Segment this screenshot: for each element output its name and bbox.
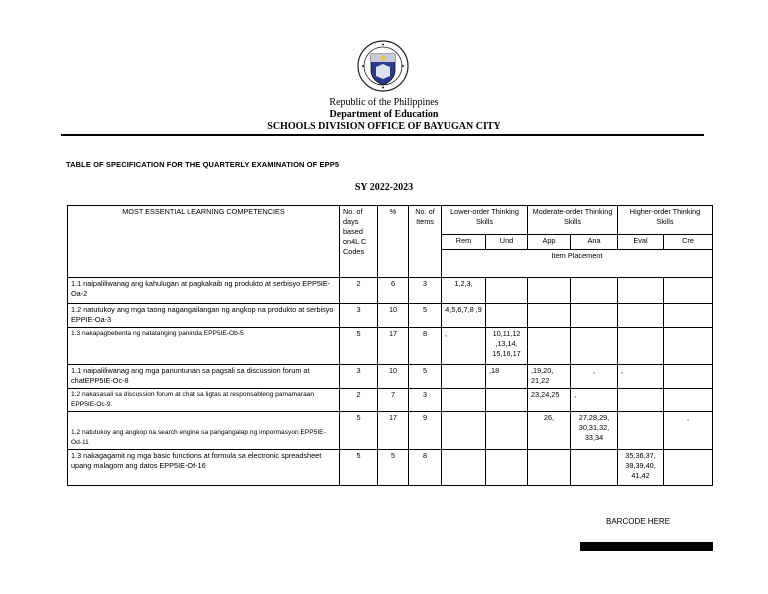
rem-cell: ,: [442, 328, 486, 365]
percent-cell: 17: [378, 328, 409, 365]
header-items: No. of Items: [409, 206, 442, 278]
cre-cell: [664, 450, 713, 486]
table-row: [68, 389, 713, 412]
percent-cell: 17: [378, 412, 409, 450]
deped-seal-logo: [357, 40, 409, 92]
cre-cell: [664, 278, 713, 304]
competency-text: 1.2 natutukoy ang angkop na search engine sa pangangalap ng impormasyon EPP5IE-Od-11: [71, 429, 326, 446]
table-row: [68, 278, 713, 304]
header-item-placement: Item Placement: [442, 250, 713, 278]
days-cell: 3: [340, 304, 378, 328]
percent-cell: 10: [378, 304, 409, 328]
percent-cell: 7: [378, 389, 409, 412]
barcode-label: BARCODE HERE: [606, 517, 671, 526]
cre-cell: ,: [664, 412, 713, 450]
und-cell: [486, 389, 528, 412]
items-cell: 5: [409, 365, 442, 389]
competency-cell: 1.3 nakagagamit ng mga basic functions at formula sa electronic spreadsheet upang malagom ang datos EPP5IE-Of-16: [68, 450, 340, 486]
rem-cell: [442, 365, 486, 389]
cre-cell: [664, 304, 713, 328]
und-cell: [486, 450, 528, 486]
header-divider: [61, 134, 704, 136]
ana-cell: ,: [571, 389, 618, 412]
competency-cell: [68, 412, 340, 450]
und-cell: [486, 304, 528, 328]
competency-cell: 1.1 naipaliliwanag ang kahulugan at pagkakaib ng produkto at serbisyo EPP5IE-Oa-2: [68, 278, 340, 304]
eval-cell: [618, 278, 664, 304]
und-cell: [486, 412, 528, 450]
rem-cell: [442, 412, 486, 450]
header-percent: %: [378, 206, 409, 278]
header-eval: Eval: [618, 235, 664, 250]
app-cell: 26,: [528, 412, 571, 450]
specification-table: [67, 205, 713, 486]
items-cell: 3: [409, 389, 442, 412]
cre-cell: [664, 389, 713, 412]
header-higher-order: Higher-order Thinking Skills: [618, 206, 713, 235]
cre-cell: [664, 328, 713, 365]
cre-cell: [664, 365, 713, 389]
table-row: [68, 304, 713, 328]
eval-cell: 35,36,37, 38,39,40, 41,42: [618, 450, 664, 486]
table-row: [68, 450, 713, 486]
barcode-bar: [580, 542, 713, 551]
header-lower-order: Lower-order Thinking Skills: [442, 206, 528, 235]
header-app: App: [528, 235, 571, 250]
app-cell: ,19,20, 21,22: [528, 365, 571, 389]
rem-cell: 4,5,6,7,8 ,9: [442, 304, 486, 328]
header-rem: Rem: [442, 235, 486, 250]
app-cell: 23,24,25: [528, 389, 571, 412]
days-cell: 5: [340, 328, 378, 365]
percent-cell: 6: [378, 278, 409, 304]
eval-cell: [618, 304, 664, 328]
ana-cell: [571, 450, 618, 486]
header-moderate-order: Moderate-order Thinking Skills: [528, 206, 618, 235]
rem-cell: 1,2,3,: [442, 278, 486, 304]
ana-cell: [571, 278, 618, 304]
und-cell: 10,11,12 ,13,14, 15,16,17: [486, 328, 528, 365]
table-row: [68, 328, 713, 365]
competency-cell: 1.2 natutukoy ang mga taong nagangailangan ng angkop na produkto at serbisyo EPPIE-Oa-3: [68, 304, 340, 328]
items-cell: 8: [409, 450, 442, 486]
ana-cell: [571, 304, 618, 328]
table-row: [68, 412, 713, 450]
department-line: Department of Education: [329, 109, 439, 120]
days-cell: 2: [340, 278, 378, 304]
competency-cell: 1.1 naipaliliwanag ang mga panuntunan sa pagsali sa discussion forum at chatEPP5IE-Oc-8: [68, 365, 340, 389]
ana-cell: [571, 328, 618, 365]
days-cell: 3: [340, 365, 378, 389]
percent-cell: 10: [378, 365, 409, 389]
header-competencies: MOST ESSENTIAL LEARNING COMPETENCIES: [68, 206, 340, 278]
und-cell: [486, 278, 528, 304]
header-und: Und: [486, 235, 528, 250]
header-ana: Ana: [571, 235, 618, 250]
ana-cell: ,: [571, 365, 618, 389]
items-cell: 3: [409, 278, 442, 304]
school-year: SY 2022-2023: [354, 182, 414, 193]
rem-cell: [442, 450, 486, 486]
eval-cell: [618, 412, 664, 450]
app-cell: [528, 450, 571, 486]
items-cell: 5: [409, 304, 442, 328]
app-cell: [528, 328, 571, 365]
days-cell: 5: [340, 412, 378, 450]
table-row: [68, 365, 713, 389]
republic-line: Republic of the Philippines: [329, 97, 439, 108]
eval-cell: [618, 389, 664, 412]
days-cell: 2: [340, 389, 378, 412]
competency-cell: 1.2 nakasasali sa discussion forum at chat sa ligtas at responsableng pamamaraan EPP5IE-Oc-9.: [68, 389, 340, 412]
eval-cell: ,: [618, 365, 664, 389]
app-cell: [528, 278, 571, 304]
header-days: No. of days based on4L C Codes: [340, 206, 378, 278]
document-title: TABLE OF SPECIFICATION FOR THE QUARTERLY EXAMINATION OF EPP5: [66, 160, 340, 169]
eval-cell: [618, 328, 664, 365]
percent-cell: 5: [378, 450, 409, 486]
und-cell: ,18: [486, 365, 528, 389]
rem-cell: [442, 389, 486, 412]
ana-cell: 27,28,29, 30,31,32, 33,34: [571, 412, 618, 450]
items-cell: 9: [409, 412, 442, 450]
items-cell: 8: [409, 328, 442, 365]
competency-cell: 1.3 nakapagbebenta ng natatanging paninda EPP5IE-Ob-5: [68, 328, 340, 365]
app-cell: [528, 304, 571, 328]
days-cell: 5: [340, 450, 378, 486]
header-cre: Cre: [664, 235, 713, 250]
division-office-line: SCHOOLS DIVISION OFFICE OF BAYUGAN CITY: [267, 121, 501, 132]
